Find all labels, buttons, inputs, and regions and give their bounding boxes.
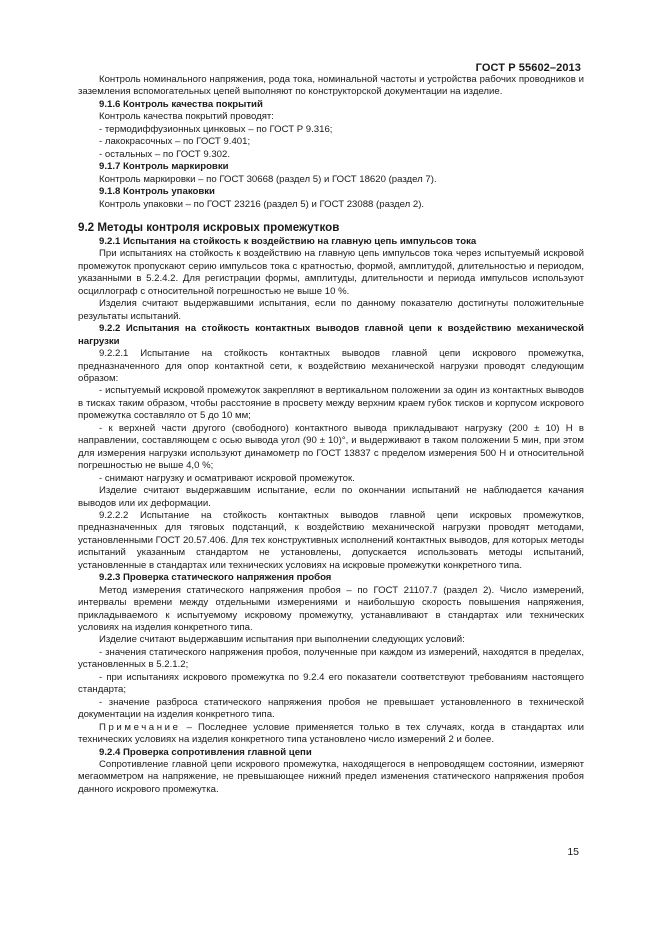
body-paragraph: 9.2.2.2 Испытание на стойкость контактных выводов главной цепи искровых промежутков, предназначенных для тяговых подстанций, к воздействию механической нагрузки проводят методами, установленными ГОСТ 20.57.406. Для тех конструктивных исполнений контактных выводов, для которых методы испытаний указанным стандартом не установлены, допускается использовать методы испытаний, установленные в стандартах или технических условиях на искровые промежутки конкретного типа. — [78, 509, 584, 571]
body-paragraph: Сопротивление главной цепи искрового промежутка, находящегося в непроводящем состоянии, измеряют мегаомметром на напряжение, не превышающее нижний предел изменения статического напряжения пробоя данного искрового промежутка. — [78, 759, 584, 795]
body-paragraph: Изделие считают выдержавшим испытание, если по окончании испытаний не наблюдается качания выводов или их деформации. — [78, 485, 584, 509]
body-paragraph: Контроль упаковки – по ГОСТ 23216 (раздел 5) и ГОСТ 23088 (раздел 2). — [99, 198, 425, 210]
body-paragraph: При испытаниях на стойкость к воздействию на главную цепь импульсов тока через испытуемый искровой промежуток пропускают серию импульсов тока с кратностью, формой, амплитудой, длительностью и периодом, указанными в 5.2.4.2. Для регистрации формы, амплитуды, длительности и периода импульсов используют осциллограф с относительной погрешностью не выше 10 %. — [78, 248, 584, 297]
page-number: 15 — [567, 846, 579, 858]
section-heading: 9.2.1 Испытания на стойкость к воздействию на главную цепь импульсов тока — [99, 235, 477, 247]
section-heading: 9.2.3 Проверка статического напряжения пробоя — [99, 572, 332, 584]
body-paragraph: - значение разброса статического напряжения пробоя не превышает установленного в технической документации на изделия конкретного типа. — [78, 696, 584, 721]
body-paragraph: Метод измерения статического напряжения пробоя – по ГОСТ 21107.7 (раздел 2). Число измерений, интервалы времени между отдельными измерениями и наибольшую скорость повышения напряжения, прикладываемого к испытуемому искровому промежутку, устанавливают в стандартах или технических условиях на изделия конкретного типа. — [78, 584, 584, 634]
section-heading: 9.1.6 Контроль качества покрытий — [99, 98, 263, 110]
body-paragraph: - снимают нагрузку и осматривают искровой промежуток. — [99, 472, 355, 484]
section-heading: 9.1.7 Контроль маркировки — [99, 161, 229, 173]
note-label: Примечание — [99, 721, 181, 733]
body-paragraph: Изделия считают выдержавшими испытания, если по данному показателю достигнуты положительные результаты испытаний. — [78, 298, 584, 322]
body-paragraph: - испытуемый искровой промежуток закрепляют в вертикальном положении за один из контактных выводов в тисках таким образом, чтобы расстояние в просвету между верхним краем губок тисков и корпусом искрового промежутка составляло от 5 до 10 мм; — [78, 385, 584, 422]
note-paragraph — [78, 722, 584, 747]
note-text: – Последнее условие применяется только в тех случаях, когда в стандартах или технических условиях на изделия конкретного типа установлено число измерений 2 и более. — [78, 721, 584, 746]
section-heading: 9.1.8 Контроль упаковки — [99, 186, 215, 198]
body-paragraph: 9.2.2.1 Испытание на стойкость контактных выводов главной цепи искрового промежутка, предназначенного для опор контактной сети, к воздействию механической нагрузки проводят следующим образом: — [78, 348, 584, 384]
body-paragraph: - термодиффузионных цинковых – по ГОСТ Р 9.316; — [99, 123, 333, 135]
body-paragraph: Изделие считают выдержавшим испытания при выполнении следующих условий: — [99, 634, 465, 646]
document-body — [78, 74, 584, 796]
body-paragraph: - лакокрасочных – по ГОСТ 9.401; — [99, 136, 251, 148]
body-paragraph: - при испытаниях искрового промежутка по 9.2.4 его показатели соответствуют требованиям настоящего стандарта; — [78, 671, 584, 696]
body-paragraph: - остальных – по ГОСТ 9.302. — [99, 148, 230, 160]
body-paragraph: Контроль маркировки – по ГОСТ 30668 (раздел 5) и ГОСТ 18620 (раздел 7). — [99, 173, 437, 185]
body-paragraph: - к верхней части другого (свободного) контактного вывода прикладывают нагрузку (200 ± 10) Н в направлении, составляющем с осью вывода угол (90 ± 10)°, и выдерживают в таком положении 5 мин, при этом для измерения нагрузки используют динамометр по ГОСТ 13837 с пределом измерения 500 Н и относительной погрешностью не выше 4,0 %; — [78, 422, 584, 472]
body-paragraph: Контроль номинального напряжения, рода тока, номинальной частоты и устройства рабочих проводников и заземления вспомогательных цепей выполняют по конструкторской документации на изделие. — [78, 74, 584, 98]
section-heading: 9.2.4 Проверка сопротивления главной цепи — [99, 746, 312, 758]
section-heading: 9.2.2 Испытания на стойкость контактных выводов главной цепи к воздействию механической нагрузки — [78, 323, 584, 347]
document-code: ГОСТ Р 55602–2013 — [475, 62, 581, 74]
section-title: 9.2 Методы контроля искровых промежутков — [78, 220, 340, 234]
body-paragraph: Контроль качества покрытий проводят: — [99, 111, 274, 123]
body-paragraph: - значения статического напряжения пробоя, полученные при каждом из измерений, находятся в пределах, установленных в 5.2.1.2; — [78, 646, 584, 671]
